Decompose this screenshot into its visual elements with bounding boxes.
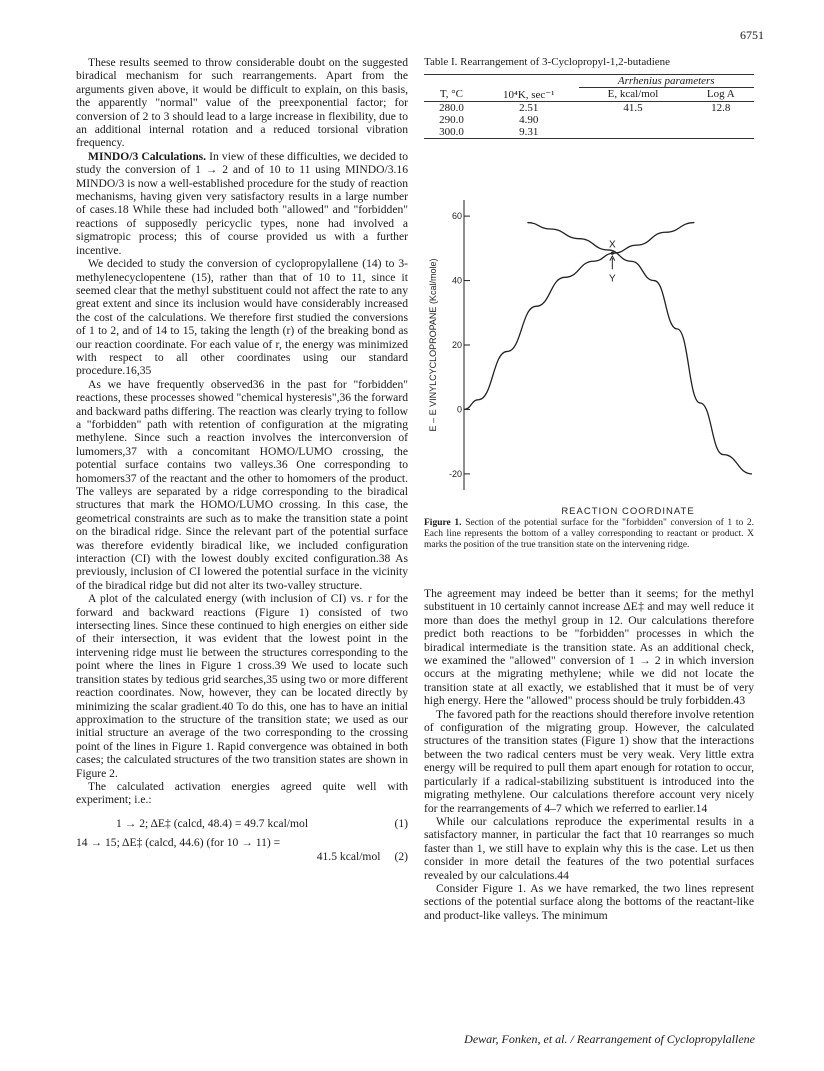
paragraph: A plot of the calculated energy (with inclusion of CI) vs. r for the forward and backward reactions (Figure 1) consisted of two intersecting lines. Since these continued to high energies on either side of their intersection, it was evident that the lowest point in the intervening ridge must lie between the structures corresponding to the point where the lines in Figure 1 cross.39 We used to locate such transition states by tedious grid searches,35 using two or more different reaction coordinates. Now, however, they can be located directly by minimizing the scalar gradient.40 To do this, one has to have an initial approximation to the structure of the transition state; we used as our initial structure an average of the two corresponding to the crossing point of the lines in Figure 1. Rapid convergence was obtained in both cases; the calculated structures of the two transition states are shown in Figure 2.: [76, 592, 408, 780]
table-header: T, °C: [439, 88, 464, 100]
equation-2-cont: [76, 850, 408, 863]
table-cell: [579, 114, 688, 126]
page-number: 6751: [740, 28, 764, 42]
paragraph: While our calculations reproduce the experimental results in a satisfactory manner, in particular the fact that 10 rearranges so much faster than 1, we still have to explain why this is the case. Let us then consider in more detail the features of the two potential surfaces revealed by our calculations.44: [424, 814, 754, 882]
section-heading: MINDO/3 Calculations.: [88, 149, 207, 163]
equation-text: 41.5 kcal/mol: [316, 849, 381, 863]
equation-number: (1): [394, 816, 408, 830]
table-row: [424, 114, 754, 126]
page-footer: Dewar, Fonken, et al. / Rearrangement of Cyclopropylallene: [464, 1032, 755, 1046]
table-cell: [579, 126, 688, 139]
y-tick-label: -20: [448, 468, 462, 479]
figure-caption: [424, 518, 754, 551]
annotation-y: Y: [608, 273, 616, 285]
paragraph: The favored path for the reactions should therefore involve retention of configuration of the migrating group. However, the calculated structures of the transition states (Figure 1) show that the interactions between the two radical centers must be very weak. Very little extra energy will be required to pull them apart enough for rotation to occur, particularly if a radical-stabilizing substituent is introduced into the migrating methylene. Our calculations therefore account very nicely for the rearrangements of 4–7 which we referred to earlier.14: [424, 707, 754, 815]
y-axis-label: E – E VINYLCYCLOPROPANE (Kcal/mole): [428, 258, 438, 432]
y-tick-label: 40: [451, 275, 462, 286]
paragraph: Consider Figure 1. As we have remarked, the two lines represent sections of the potential surface along the bottoms of the reactant-like and product-like valleys. The minimum: [424, 881, 754, 922]
table-header: Log A: [706, 88, 735, 101]
table-title: Table I. Rearrangement of 3-Cyclopropyl-1,2-butadiene: [424, 56, 671, 68]
table-cell: 280.0: [439, 101, 464, 114]
right-column: [424, 587, 754, 922]
table-cell: 300.0: [439, 125, 464, 138]
table-header: E, kcal/mol: [607, 88, 659, 101]
series-line-2: [527, 223, 752, 474]
table-cell: 9.31: [519, 125, 539, 138]
left-column: [76, 56, 408, 863]
y-tick-label: 20: [451, 340, 462, 350]
x-axis-label: REACTION COORDINATE: [561, 506, 695, 517]
table-cell: 4.90: [519, 113, 539, 126]
table-group-header: Arrhenius parameters: [579, 75, 754, 88]
annotation-x: X: [608, 239, 616, 251]
caption-text: Section of the potential surface for the "forbidden" conversion of 1 to 2. Each line represents the bottom of a valley corresponding to reactant or product. X marks the position of the true transition state on the intervening ridge.: [424, 518, 754, 550]
caption-label: Figure 1.: [424, 518, 462, 528]
y-tick-label: 0: [456, 404, 462, 415]
paragraph: These results seemed to throw considerable doubt on the suggested biradical mechanism for such rearrangements. Apart from the arguments given above, it would be difficult to explain, on this basis, the apparently "normal" value of the preexponential factor; for conversion of 2 to 3 should lead to a large increase in flexibility, due to an additional internal rotation and a reduced torsional vibration frequency.: [76, 56, 408, 150]
figure-1-chart: [424, 190, 754, 520]
paragraph: We decided to study the conversion of cyclopropylallene (14) to 3-methylenecyclopentene (15), rather than that of 10 to 11, since it seemed clear that the methyl substituent could not affect the rate to any great extent and since its inclusion would have considerably increased the cost of the calculations. We therefore first studied the conversions of 1 to 2, and of 14 to 15, taking the length (r) of the breaking bond as our reaction coordinate. For each value of r, the energy was minimized with respect to all other coordinates using our standard procedure.16,35: [76, 257, 408, 378]
table-1: [424, 56, 754, 139]
paragraph: As we have frequently observed36 in the past for "forbidden" reactions, these processes showed "chemical hysteresis",36 the forward and backward paths differing. The reaction was clearly trying to follow a "forbidden" path with retention of configuration at the migrating methylene. Since such a reaction involves the interconversion of lumomers,37 with a concomitant HOMO/LUMO crossing, the potential surface contains two valleys.36 One corresponding to homomers37 of the reactant and the other to homomers of the product. The valleys are separated by a ridge corresponding to the biradical structures that mark the HOMO/LUMO crossing. In this case, the geometrical constraints are such as to make the transition state a point on the biradical ridge. Since the relevant part of the potential surface was therefore evidently biradical like, we included configuration interaction (CI) with the lowest doubly excited configuration.38 As previously, inclusion of CI lowered the potential surface in the vicinity of the biradical ridge but did not alter its two-valley structure.: [76, 377, 408, 592]
table-cell: 41.5: [623, 101, 643, 114]
equation-1: [76, 817, 408, 830]
series-line-1: [464, 223, 694, 410]
transition-point-dot: [611, 252, 614, 255]
chart-svg: [424, 190, 754, 520]
paragraph-text: In view of these difficulties, we decided to study the conversion of 1 → 2 and of 10 to 11 using MINDO/3.16 MINDO/3 is now a well-established procedure for the study of reaction mechanisms, having given very satisfactory results in a large number of cases.18 While these had included both "allowed" and "forbidden" reactions of supposedly pericyclic types, none had involved a sigmatropic process; this of course provided us with a further incentive.: [76, 149, 408, 257]
data-table: [424, 74, 754, 139]
table-cell: 2.51: [519, 101, 539, 114]
equation-2: [76, 836, 408, 849]
table-cell: 12.8: [711, 101, 731, 114]
equation-text: 1 → 2; ΔE‡ (calcd, 48.4) = 49.7 kcal/mol: [116, 816, 309, 830]
table-row: [424, 101, 754, 114]
table-cell: [688, 114, 755, 126]
table-cell: [688, 126, 755, 139]
table-cell: 290.0: [439, 113, 464, 126]
table-row: [424, 126, 754, 139]
equation-text: 14 → 15; ΔE‡ (calcd, 44.6) (for 10 → 11) =: [76, 836, 281, 850]
paragraph: [76, 150, 408, 257]
y-tick-label: 60: [451, 211, 462, 222]
paragraph: The calculated activation energies agreed quite well with experiment; i.e.:: [76, 779, 408, 807]
equation-number: (2): [394, 849, 408, 863]
table-header: 10⁴K, sec⁻¹: [502, 88, 555, 101]
paragraph: The agreement may indeed be better than it seems; for the methyl substituent in 10 certainly cannot increase ΔE‡ and may well reduce it more than does the methyl group in 12. Our calculations therefore predict both reactions to be "forbidden" processes in which the biradical intermediate is the transition state. As an additional check, we examined the "allowed" conversion of 1 → 2 in which inversion occurs at the migrating methylene; while we did not locate the transition state at all exactly, we established that it must be of very high energy. Here the "allowed" process should be truly forbidden.43: [424, 587, 754, 708]
